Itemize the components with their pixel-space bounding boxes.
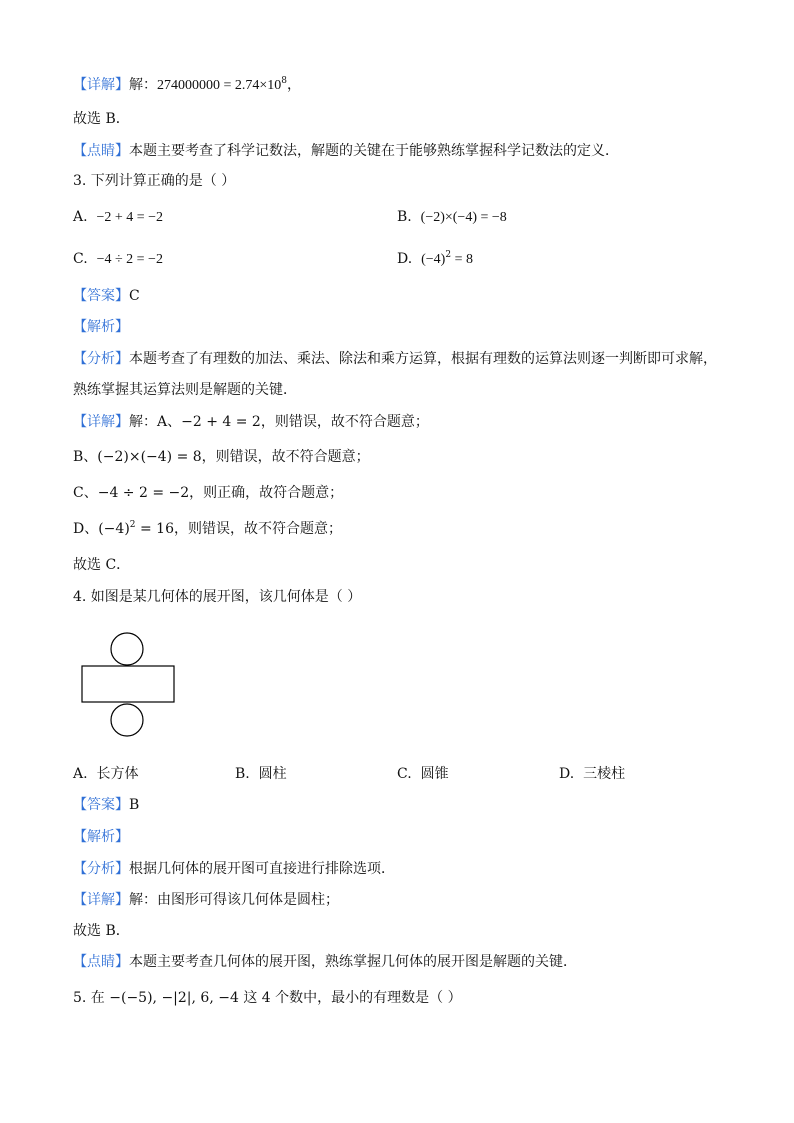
q3-detail-line-a xyxy=(73,413,429,431)
q4-option-d xyxy=(559,765,625,783)
q4-option-b xyxy=(235,765,287,783)
q3-detail-line-d xyxy=(73,520,342,538)
q2-detail-line xyxy=(73,76,301,95)
option-text: 三棱柱 xyxy=(583,766,626,782)
comment-tag: 【点睛】 xyxy=(73,143,129,159)
q4-option-a xyxy=(73,765,138,783)
option-label: D. xyxy=(559,766,575,782)
detail-tag: 【详解】 xyxy=(73,892,129,908)
side-rectangle xyxy=(82,666,174,702)
q4-option-c xyxy=(397,765,449,783)
q3-detail-c: C、−4 ÷ 2 = −2，则正确，故符合题意； xyxy=(73,485,344,501)
q3-option-a xyxy=(73,208,163,227)
top-circle xyxy=(111,633,143,665)
comment-tag: 【点睛】 xyxy=(73,954,129,970)
option-text: −2 + 4 = −2 xyxy=(96,210,164,225)
option-text: (−2)×(−4) = −8 xyxy=(420,210,507,225)
option-label: A. xyxy=(73,209,88,225)
q4-fenxi-text: 根据几何体的展开图可直接进行排除选项． xyxy=(129,861,395,877)
q2-comment-text: 本题主要考查了科学记数法，解题的关键在于能够熟练掌握科学记数法的定义． xyxy=(129,143,619,159)
q3-analysis-tag xyxy=(73,318,129,336)
q4-choice: 故选 B． xyxy=(73,923,130,939)
q3-option-c xyxy=(73,250,163,269)
cylinder-net-figure xyxy=(80,632,176,740)
option-tail: = 8 xyxy=(451,252,473,267)
q4-analysis-tag xyxy=(73,828,129,846)
q3-detail-a: 解：A、−2 + 4 = 2，则错误，故不符合题意； xyxy=(129,414,429,430)
option-label: C. xyxy=(397,766,412,782)
q3-detail-d-pre: D、(−4) xyxy=(73,521,130,537)
q4-answer: B xyxy=(129,797,140,813)
q3-option-b xyxy=(397,208,507,227)
q4-detail-line xyxy=(73,891,339,909)
q2-detail-text: 解：274000000 = 2.74×10 xyxy=(129,78,282,93)
option-text: (−4) xyxy=(421,252,446,267)
q4-answer-line xyxy=(73,796,139,814)
detail-tag: 【详解】 xyxy=(73,414,129,430)
answer-tag: 【答案】 xyxy=(73,288,129,304)
q3-answer-line xyxy=(73,287,140,305)
option-exponent: 2 xyxy=(445,250,452,260)
q4-question: 4. 如图是某几何体的展开图，该几何体是（ ） xyxy=(73,589,362,605)
option-label: C. xyxy=(73,251,88,267)
q2-detail-exponent: 8 xyxy=(281,76,288,86)
q3-fenxi-line1 xyxy=(73,350,717,368)
q3-fenxi-text1: 本题考查了有理数的加法、乘法、除法和乘方运算，根据有理数的运算法则逐一判断即可求解， xyxy=(129,351,717,367)
option-text: 圆柱 xyxy=(258,766,287,782)
q4-comment-line xyxy=(73,953,577,971)
option-label: D. xyxy=(397,251,413,267)
fenxi-tag: 【分析】 xyxy=(73,351,129,367)
q2-choice: 故选 B． xyxy=(73,111,130,127)
q3-detail-d-exponent: 2 xyxy=(129,520,136,530)
q3-choice: 故选 C． xyxy=(73,557,131,573)
q4-comment-text: 本题主要考查几何体的展开图，熟练掌握几何体的展开图是解题的关键． xyxy=(129,954,577,970)
q4-fenxi-line xyxy=(73,860,395,878)
option-label: B. xyxy=(235,766,250,782)
q3-option-d xyxy=(397,250,473,269)
q2-comment-line xyxy=(73,142,619,160)
option-text: 圆锥 xyxy=(420,766,449,782)
fenxi-tag: 【分析】 xyxy=(73,861,129,877)
q4-detail-text: 解：由图形可得该几何体是圆柱； xyxy=(129,892,339,908)
answer-tag: 【答案】 xyxy=(73,797,129,813)
q3-fenxi-line2: 熟练掌握其运算法则是解题的关键． xyxy=(73,382,297,398)
option-label: A. xyxy=(73,766,88,782)
q3-detail-b: B、(−2)×(−4) = 8，则错误，故不符合题意； xyxy=(73,449,370,465)
analysis-tag: 【解析】 xyxy=(73,829,129,845)
bottom-circle xyxy=(111,704,143,736)
option-label: B. xyxy=(397,209,412,225)
option-text: −4 ÷ 2 = −2 xyxy=(96,252,163,267)
q3-answer: C xyxy=(129,288,140,304)
q5-question: 5. 在 −(−5), −|2|, 6, −4 这 4 个数中，最小的有理数是（ ） xyxy=(73,990,462,1006)
analysis-tag: 【解析】 xyxy=(73,319,129,335)
detail-tag: 【详解】 xyxy=(73,77,129,93)
q3-question: 3. 下列计算正确的是（ ） xyxy=(73,173,236,189)
q2-detail-end: ， xyxy=(287,77,302,93)
q3-detail-d-post: = 16，则错误，故不符合题意； xyxy=(135,521,342,537)
option-text: 长方体 xyxy=(96,766,139,782)
